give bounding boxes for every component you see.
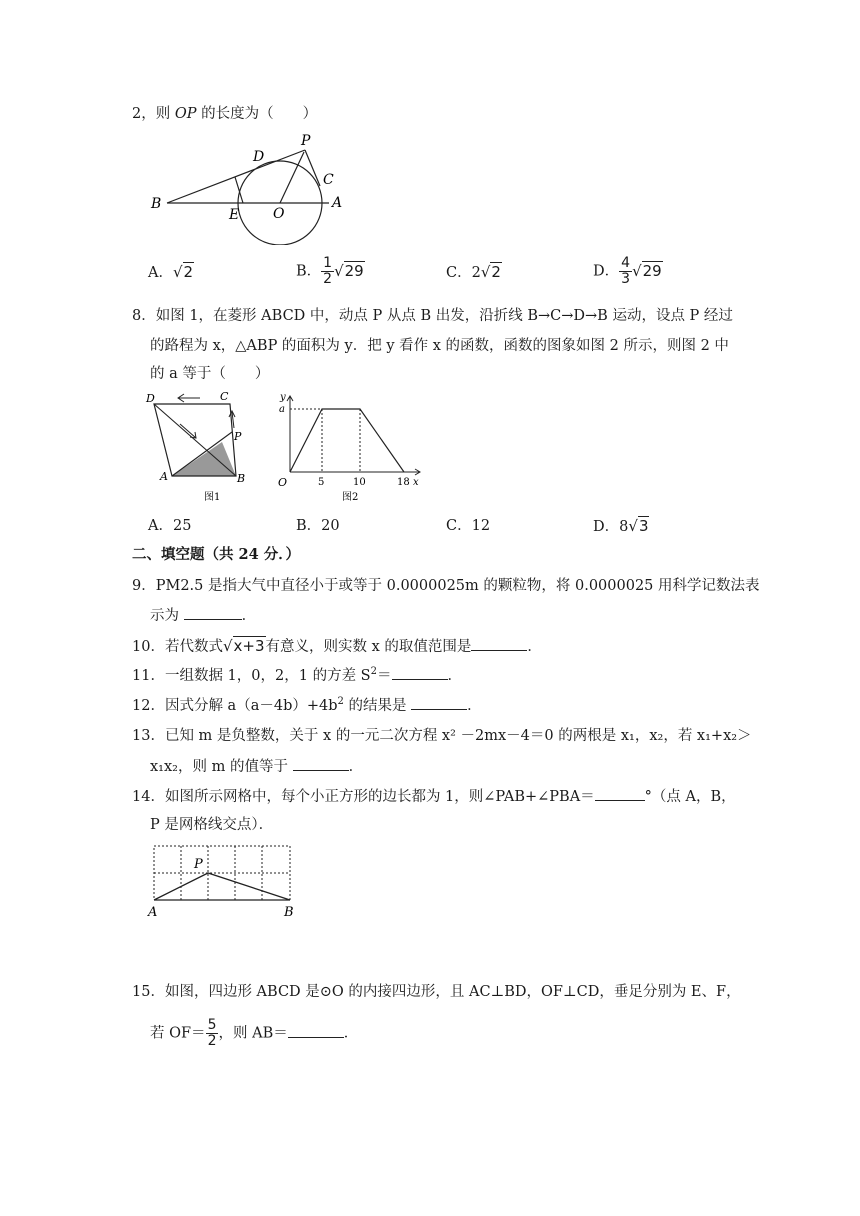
tick-18: 18 <box>397 477 410 488</box>
axis-x: x <box>413 477 419 488</box>
answer-blank[interactable] <box>288 1023 344 1038</box>
q8-stem-line2: 的路程为 x，△ABP 的面积为 y．把 y 看作 x 的函数，函数的图象如图 2 所示，则图 2 中 <box>150 338 729 354</box>
q7-stem-tail: 2，则 OP 的长度为（ ） <box>132 106 318 122</box>
q8-option-a: A．25 <box>148 518 192 534</box>
fraction: $\frac{4}{3}$ <box>621 255 631 287</box>
q15-stem-line2: 若 OF＝ $\frac{5}{2}$ ，则 AB＝ ． <box>150 1017 359 1049</box>
label-a: a <box>279 404 285 415</box>
answer-blank[interactable] <box>411 695 467 710</box>
q7-circle-tangent-figure <box>145 130 355 245</box>
q7-option-c: C．2√2 <box>446 263 501 281</box>
q7-option-d: D． $\frac{4}{3}$ √29 <box>593 255 662 287</box>
q9-stem-line2: 示为 ． <box>150 605 256 626</box>
q13-stem-line1: 13．已知 m 是负整数，关于 x 的一元二次方程 x² －2mx－4＝0 的两根是 x₁，x₂，若 x₁+x₂＞ <box>132 728 752 744</box>
tick-10: 10 <box>353 477 366 488</box>
q8-stem-line3: 的 a 等于（ ） <box>150 366 270 382</box>
fraction: $\frac{1}{2}$ <box>323 255 333 287</box>
label-E: E <box>229 207 240 223</box>
q13-stem-line2: x₁x₂，则 m 的值等于 ． <box>150 756 363 777</box>
label-B: B <box>151 196 162 212</box>
q8-option-d: D．8√3 <box>593 517 649 535</box>
answer-blank[interactable] <box>471 636 527 651</box>
label-C: C <box>323 172 334 188</box>
q14-stem-line1: 14．如图所示网格中，每个小正方形的边长都为 1，则∠PAB+∠PBA＝ °（点 A，B， <box>132 786 736 807</box>
sqrt-symbol: √2 <box>172 263 194 281</box>
q14-grid-figure <box>146 840 306 920</box>
answer-blank[interactable] <box>293 756 349 771</box>
q8-stem-line1: 8．如图 1，在菱形 ABCD 中，动点 P 从点 B 出发，沿折线 B→C→D→B 运动，设点 P 经过 <box>132 308 733 324</box>
label-O: O <box>278 476 288 489</box>
q12-stem: 12．因式分解 $a(a-4b)+4b^2$ 的结果是 ． <box>132 696 482 714</box>
sqrt-symbol: √x+3 <box>222 637 265 655</box>
label-A: A <box>148 905 158 920</box>
q8-option-c: C．12 <box>446 518 491 534</box>
label-A: A <box>160 470 168 483</box>
label-C: C <box>220 390 229 403</box>
label-D: D <box>253 149 265 165</box>
label-P: P <box>234 430 242 443</box>
q8-option-b: B．20 <box>296 518 340 534</box>
answer-blank[interactable] <box>184 605 242 620</box>
q15-stem-line1: 15．如图，四边形 ABCD 是⊙O 的内接四边形，且 AC⊥BD，OF⊥CD，垂足分别为 E、F， <box>132 984 741 1000</box>
label-A: A <box>332 195 343 211</box>
q10-stem: 10．若代数式√x+3有意义，则实数 x 的取值范围是 ． <box>132 637 542 655</box>
answer-blank[interactable] <box>595 786 645 801</box>
q14-stem-line2: P 是网格线交点）． <box>150 817 274 833</box>
label-B: B <box>237 472 246 485</box>
axis-y: y <box>280 392 286 403</box>
sqrt-symbol: √29 <box>632 261 662 280</box>
sqrt-symbol: √3 <box>628 517 649 535</box>
q7-option-b: B． $\frac{1}{2}$ √29 <box>296 255 364 287</box>
label-O: O <box>273 206 285 222</box>
label-B: B <box>284 905 294 920</box>
q11-stem: 11．一组数据 1，0，2，1 的方差 $S^2=$ ． <box>132 666 462 684</box>
q8-figure-1-rhombus <box>140 388 260 506</box>
tick-5: 5 <box>318 477 325 488</box>
sqrt-symbol: √29 <box>334 261 364 280</box>
figure-caption: 图2 <box>342 492 359 503</box>
sqrt-symbol: √2 <box>480 263 501 281</box>
q7-option-a: A．√2 <box>148 263 194 281</box>
fraction: $\frac{5}{2}$ <box>207 1017 217 1049</box>
answer-blank[interactable] <box>392 665 448 680</box>
label-P: P <box>301 133 311 149</box>
label-P: P <box>194 857 203 872</box>
section-fill-in-heading: 二、填空题（共 24 分．） <box>132 546 301 563</box>
q9-stem-line1: 9．PM2.5 是指大气中直径小于或等于 0.0000025m 的颗粒物，将 0.0000025 用科学记数法表 <box>132 578 760 594</box>
label-D: D <box>146 392 155 405</box>
figure-caption: 图1 <box>204 492 221 503</box>
q8-figure-2-graph <box>272 390 432 506</box>
